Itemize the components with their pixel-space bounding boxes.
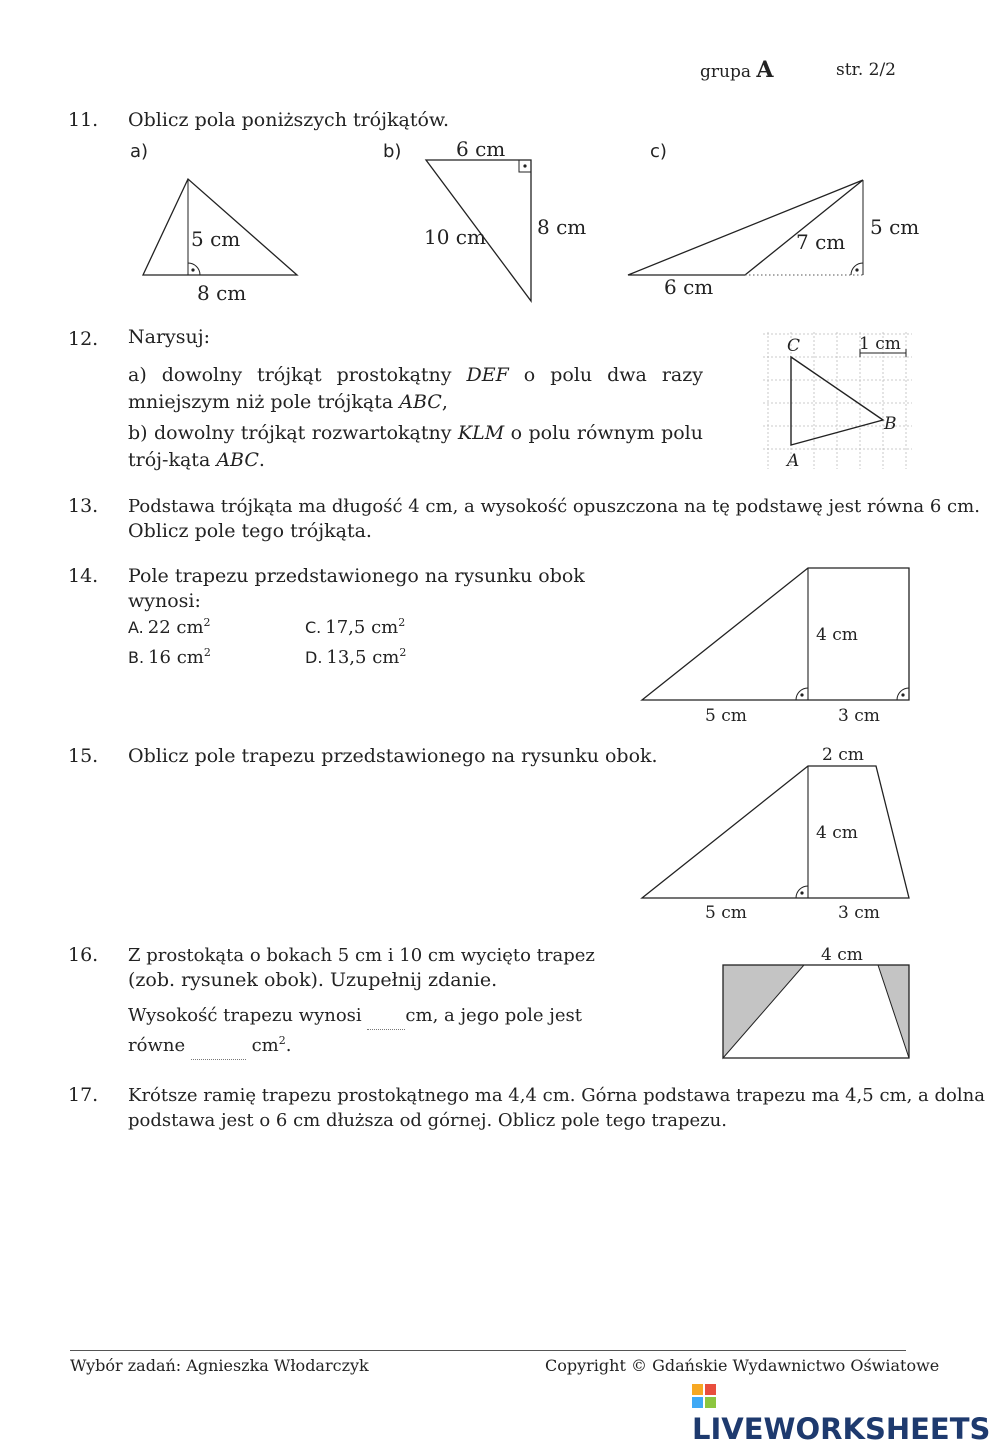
task-14-number: 14. (68, 565, 99, 587)
task-17-line2: podstawa jest o 6 cm dłuższa od górnej. Oblicz pole tego trapezu. (128, 1110, 727, 1131)
height-answer-blank[interactable] (367, 1002, 405, 1030)
footer-divider (70, 1350, 906, 1351)
task-16-s5: . (285, 1035, 292, 1056)
task-12b-part1: b) dowolny trójkąt rozwartokątny (128, 422, 458, 444)
task-13-line2: Oblicz pole tego trójkąta. (128, 520, 372, 542)
task-14-line1: Pole trapezu przedstawionego na rysunku obok (128, 565, 585, 587)
task-17-number: 17. (68, 1084, 99, 1106)
task-16-sentence-2 (128, 1027, 291, 1060)
trapezoid-14 (642, 568, 909, 700)
label-16-top: 4 cm (821, 945, 863, 965)
group-label: grupa (700, 62, 751, 82)
task-11c-label: c) (650, 141, 667, 162)
footer-copyright: Copyright © Gdańskie Wydawnictwo Oświatowe (545, 1356, 940, 1375)
liveworksheets-text: LIVEWORKSHEETS (692, 1412, 991, 1446)
right-angle-dot-15 (800, 891, 803, 894)
label-11c-side: 7 cm (796, 230, 846, 254)
answer-option-c[interactable] (305, 616, 405, 638)
label-11c-base: 6 cm (664, 275, 714, 299)
page-number: str. 2/2 (836, 60, 896, 80)
triangle-c (628, 180, 863, 275)
task-14-line2: wynosi: (128, 590, 201, 612)
label-11b-hyp: 10 cm (424, 225, 486, 249)
group-letter: A (756, 57, 774, 83)
task-12-number: 12. (68, 328, 99, 350)
task-16-s1: Wysokość trapezu wynosi (128, 1005, 362, 1026)
figure-12-grid (760, 326, 920, 476)
option-c-exp: 2 (398, 616, 406, 629)
task-12a-part2: o polu dwa razy mniejszym niż pole trójkąta (128, 364, 704, 413)
task-12a-ref: ABC (399, 391, 442, 413)
option-b-letter: B. (128, 648, 145, 667)
task-16-s4: cm (251, 1035, 279, 1056)
label-14-right: 3 cm (838, 706, 880, 726)
option-d-exp: 2 (399, 646, 407, 659)
label-11a-height: 5 cm (191, 227, 241, 251)
task-11b-label: b) (383, 141, 402, 162)
trapezoid-15 (642, 766, 909, 898)
label-11b-side: 8 cm (537, 215, 587, 239)
answer-option-d[interactable] (305, 646, 406, 668)
area-answer-blank[interactable] (191, 1032, 246, 1060)
right-angle-dot-14b (901, 693, 904, 696)
option-d-value: 13,5 cm (326, 647, 400, 668)
task-12b-ref: ABC (216, 449, 259, 471)
figure-11-triangles (0, 0, 1000, 320)
figure-16-rectangle (715, 940, 925, 1070)
label-15-left: 5 cm (705, 903, 747, 923)
task-11a-label: a) (130, 141, 149, 162)
label-11c-height: 5 cm (870, 215, 920, 239)
cut-triangle-right (878, 965, 909, 1058)
unit-label: 1 cm (859, 334, 901, 354)
task-12b-text (128, 420, 703, 474)
answer-option-b[interactable] (128, 646, 211, 668)
right-angle-dot-c (855, 268, 858, 271)
task-12a-part1: a) dowolny trójkąt prostokątny (128, 364, 467, 386)
option-c-value: 17,5 cm (325, 617, 399, 638)
task-13-number: 13. (68, 495, 99, 517)
task-12a-text (128, 362, 703, 416)
cut-triangle-left (723, 965, 804, 1058)
task-12-intro: Narysuj: (128, 326, 211, 348)
task-11-text: Oblicz pola poniższych trójkątów. (128, 109, 449, 131)
vertex-b: B (884, 414, 897, 434)
right-angle-dot-b (523, 164, 526, 167)
task-15-number: 15. (68, 745, 99, 767)
footer-author: Wybór zadań: Agnieszka Włodarczyk (70, 1356, 369, 1375)
option-c-letter: C. (305, 618, 322, 637)
figure-15-trapezoid (630, 738, 930, 928)
task-17-line1: Krótsze ramię trapezu prostokątnego ma 4,4 cm. Górna podstawa trapezu ma 4,5 cm, a dolna (128, 1085, 985, 1106)
task-13-line1: Podstawa trójkąta ma długość 4 cm, a wysokość opuszczona na tę podstawę jest równa 6 cm. (128, 496, 980, 517)
right-angle-dot-a (191, 268, 194, 271)
right-angle-dot-14a (800, 693, 803, 696)
option-a-value: 22 cm (147, 617, 204, 638)
answer-option-a[interactable] (128, 616, 211, 638)
task-12b-part2: o polu równym polu trój-kąta (128, 422, 703, 471)
label-15-right: 3 cm (838, 903, 880, 923)
task-16-s3: równe (128, 1035, 186, 1056)
task-16-sentence-1 (128, 1002, 582, 1030)
option-b-exp: 2 (203, 646, 211, 659)
liveworksheets-logo (692, 1378, 1000, 1446)
task-12a-triangle: DEF (466, 364, 509, 386)
option-a-letter: A. (128, 618, 144, 637)
task-16-number: 16. (68, 944, 99, 966)
task-12b-triangle: KLM (457, 422, 505, 444)
task-16-s4-exp: 2 (278, 1034, 286, 1047)
option-b-value: 16 cm (148, 647, 204, 668)
task-16-line1: Z prostokąta o bokach 5 cm i 10 cm wycięto trapez (128, 945, 595, 966)
label-14-left: 5 cm (705, 706, 747, 726)
task-16-line2: (zob. rysunek obok). Uzupełnij zdanie. (128, 969, 498, 991)
label-14-height: 4 cm (816, 625, 858, 645)
vertex-c: C (787, 336, 801, 356)
option-d-letter: D. (305, 648, 323, 667)
option-a-exp: 2 (203, 616, 211, 629)
label-11a-base: 8 cm (197, 281, 247, 305)
task-11-number: 11. (68, 109, 99, 131)
task-15-text: Oblicz pole trapezu przedstawionego na rysunku obok. (128, 745, 658, 767)
task-16-s2: cm, a jego pole jest (405, 1005, 582, 1026)
label-15-top: 2 cm (822, 745, 864, 765)
label-11b-top: 6 cm (456, 137, 506, 161)
task-12b-end: . (258, 449, 265, 471)
liveworksheets-icon (692, 1384, 716, 1408)
figure-14-trapezoid (630, 560, 930, 730)
label-15-height: 4 cm (816, 823, 858, 843)
task-12a-end: , (441, 391, 448, 413)
vertex-a: A (787, 451, 800, 471)
